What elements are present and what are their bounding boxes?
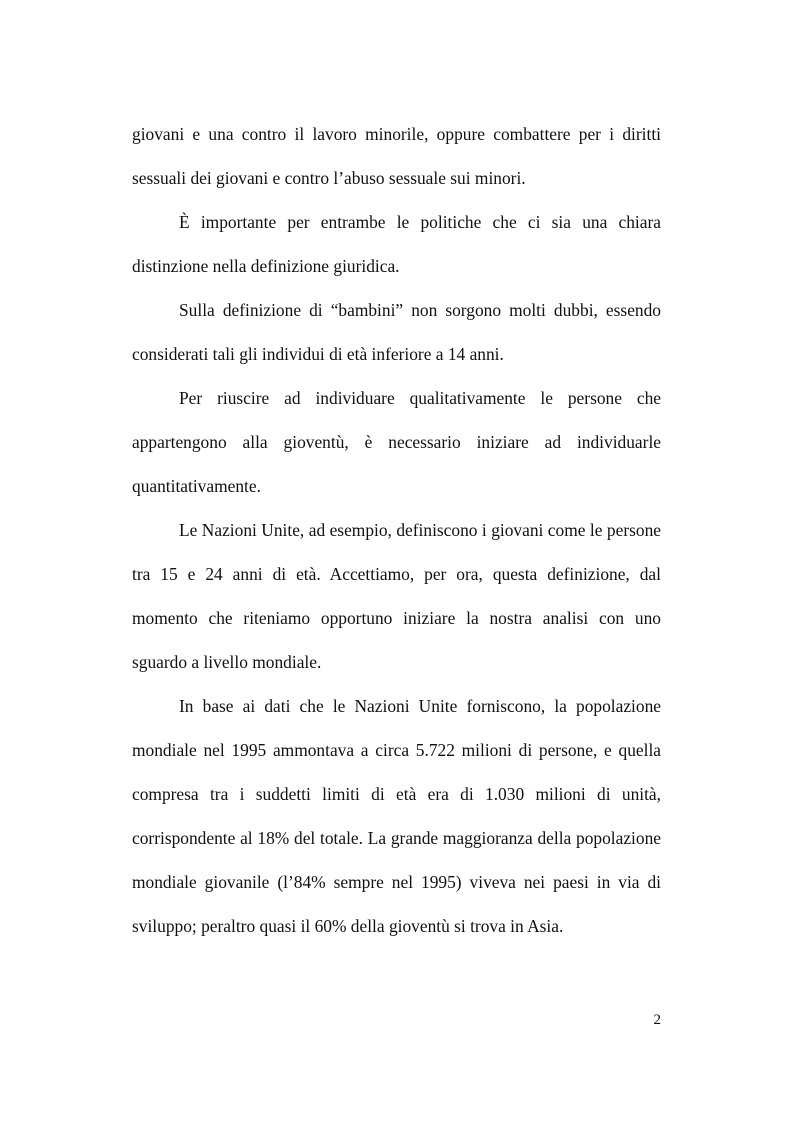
body-text [132,112,661,948]
paragraph-legal-distinction: È importante per entrambe le politiche che ci sia una chiara distinzione nella definizione giuridica. [132,212,661,276]
paragraph-youth-identification: Per riuscire ad individuare qualitativamente le persone che appartengono alla gioventù, è necessario iniziare ad individuarle quantitativamente. [132,388,661,496]
paragraph-un-definition: Le Nazioni Unite, ad esempio, definiscono i giovani come le persone tra 15 e 24 anni di età. Accettiamo, per ora, questa definizione, dal momento che riteniamo opportuno iniziare la nostra analisi con uno sguardo a livello mondiale. [132,520,661,672]
paragraph-population-data: In base ai dati che le Nazioni Unite forniscono, la popolazione mondiale nel 1995 ammontava a circa 5.722 milioni di persone, e quella compresa tra i suddetti limiti di età era di 1.030 milioni di unità, corrispondente al 18% del totale. La grande maggioranza della popolazione mondiale giovanile (l’84% sempre nel 1995) viveva nei paesi in via di sviluppo; peraltro quasi il 60% della gioventù si trova in Asia. [132,696,661,936]
page-number: 2 [653,1012,661,1028]
paragraph-children-definition: Sulla definizione di “bambini” non sorgono molti dubbi, essendo considerati tali gli individui di età inferiore a 14 anni. [132,300,661,364]
paragraph-continuation: giovani e una contro il lavoro minorile, oppure combattere per i diritti sessuali dei giovani e contro l’abuso sessuale sui minori. [132,124,661,188]
